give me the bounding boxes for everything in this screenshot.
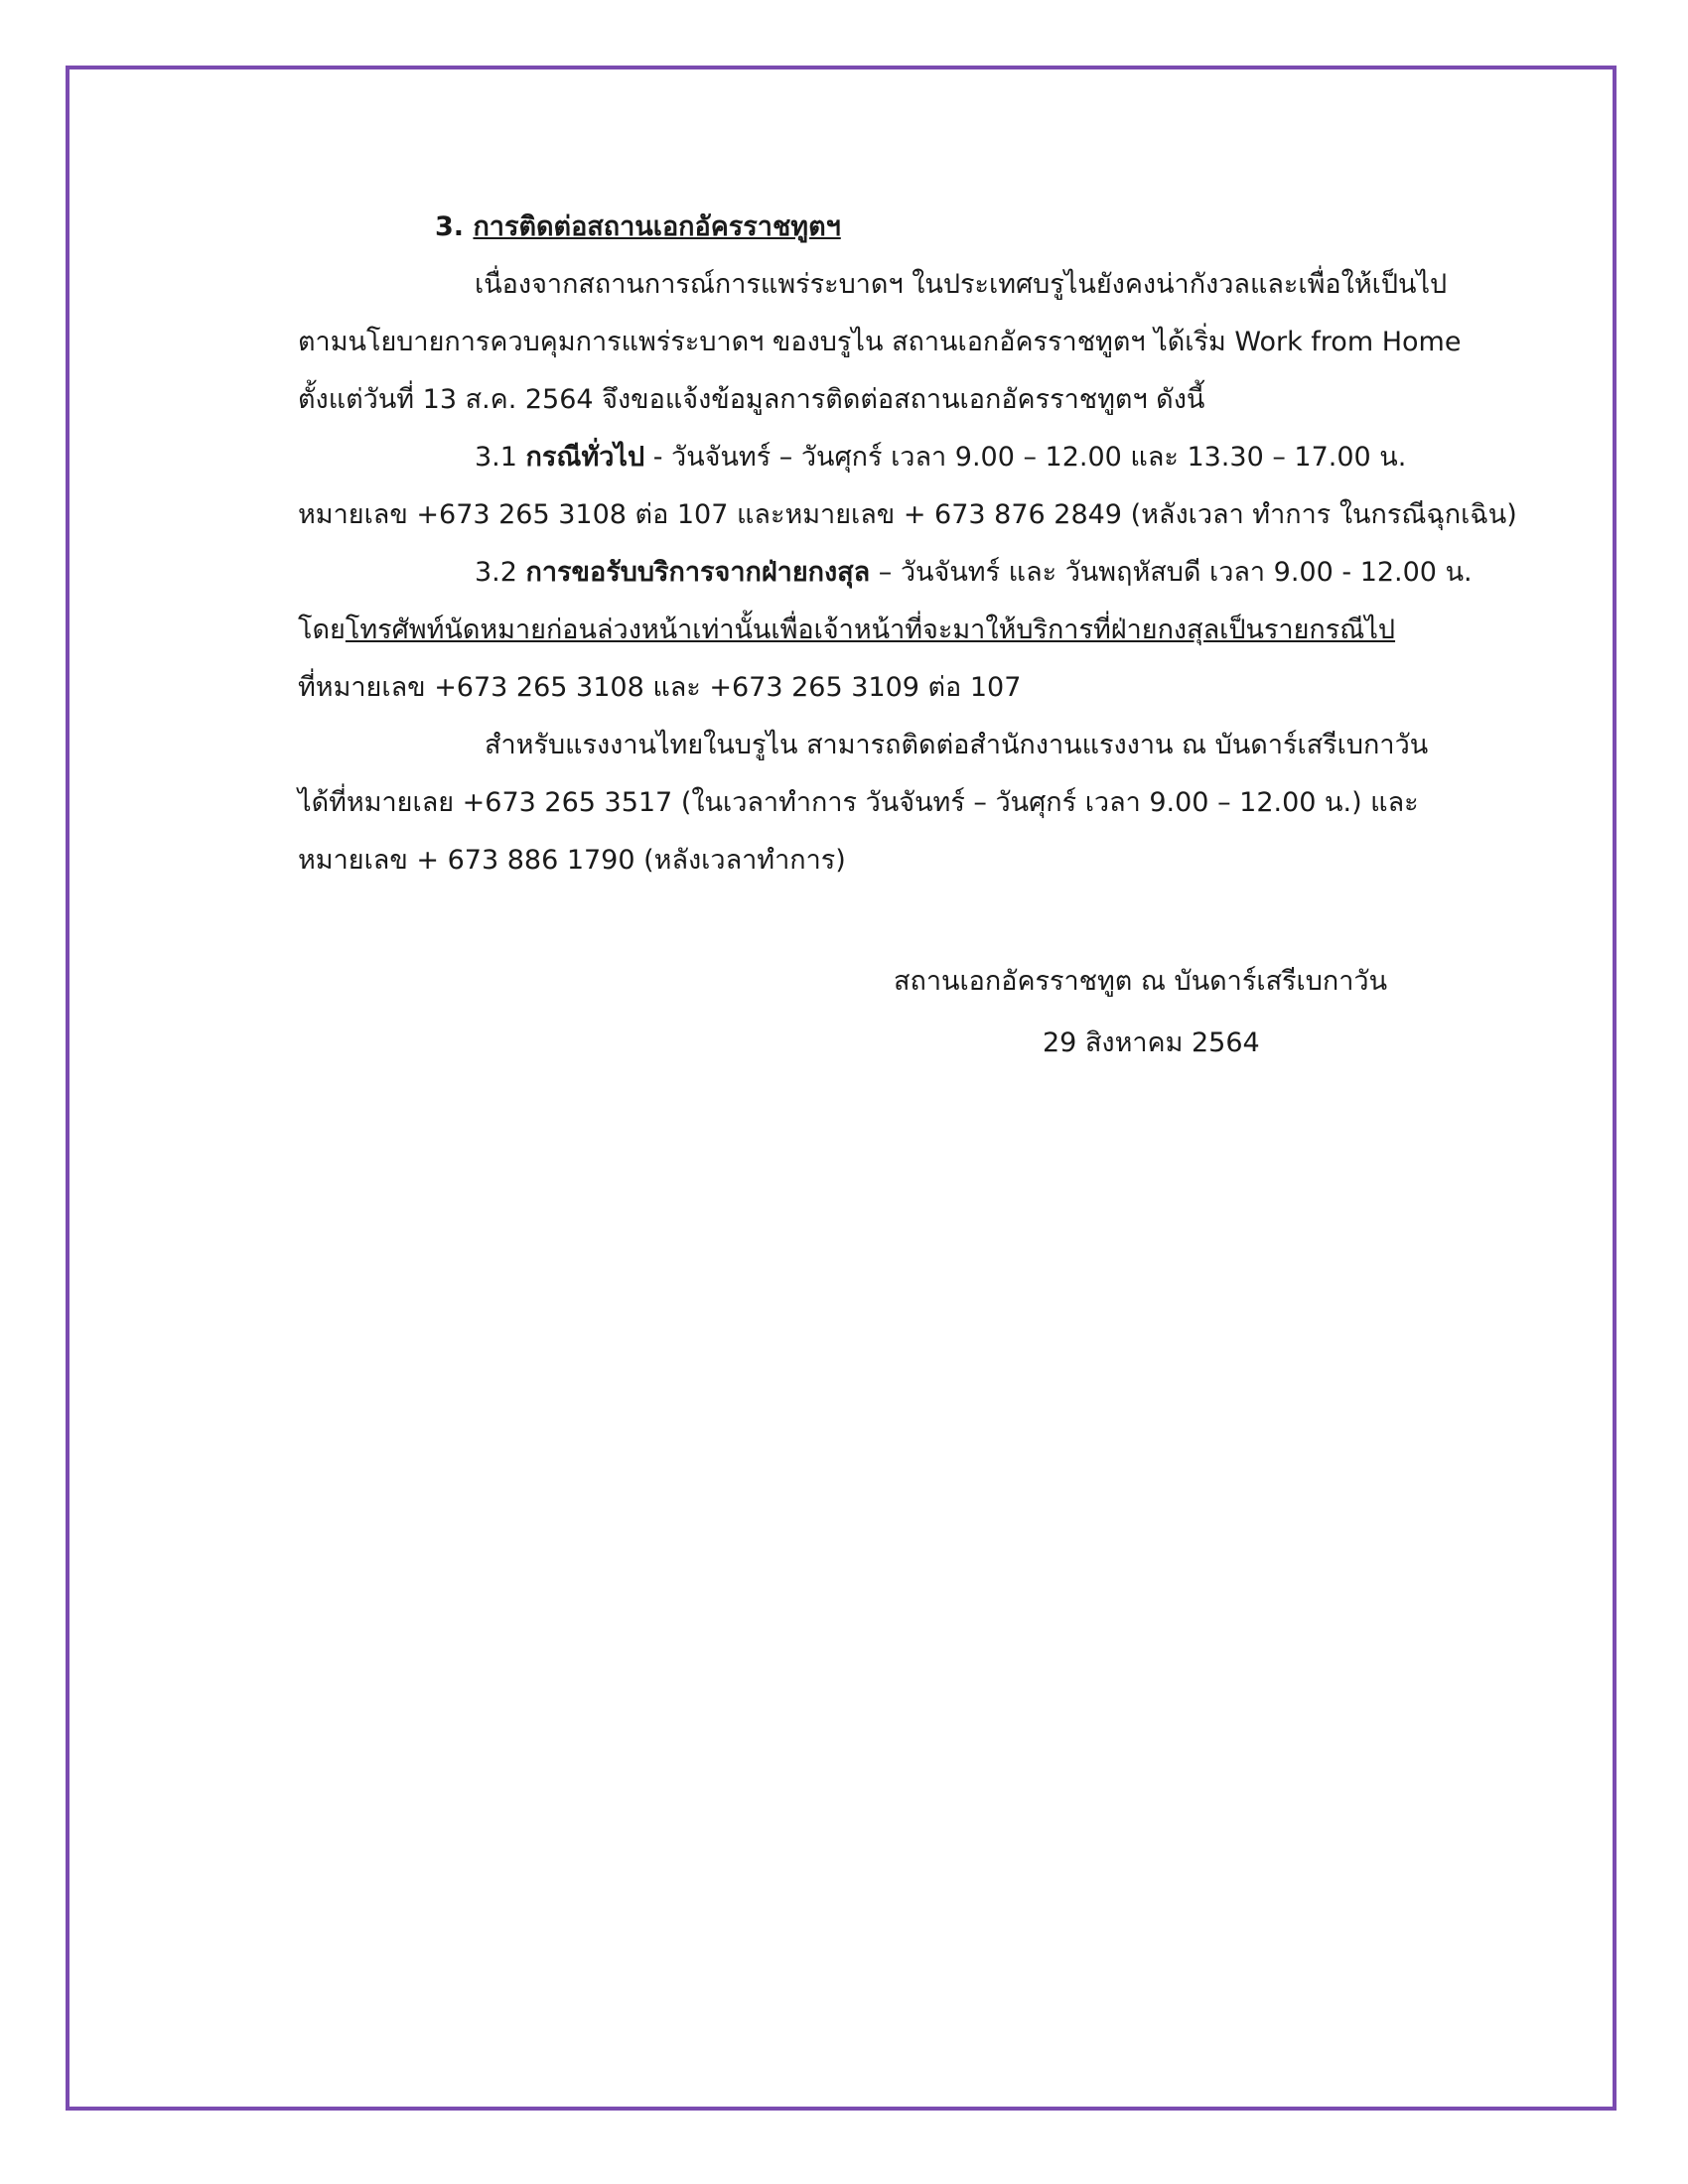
- signature-block: [894, 951, 1390, 1074]
- signature-date: 29 สิงหาคม 2564: [1043, 1027, 1260, 1058]
- item-3-1-title: กรณีทั่วไป: [525, 442, 645, 473]
- section-number: 3.: [435, 211, 465, 242]
- section-heading: [298, 199, 1489, 256]
- document-body: [298, 199, 1517, 889]
- item-3-2-underlined-note: โทรศัพท์นัดหมายก่อนล่วงหน้าเท่านั้นเพื่อเจ้าหน้าที่จะมาให้บริการที่ฝ่ายกงสุลเป็นรายกรณีไป: [345, 614, 1396, 645]
- item-3-1-number: 3.1: [475, 442, 517, 473]
- section-title: การติดต่อสถานเอกอัครราชทูตฯ: [473, 211, 841, 242]
- intro-line-3: ตั้งแต่วันที่ 13 ส.ค. 2564 จึงขอแจ้งข้อมูลการติดต่อสถานเอกอัครราชทูตฯ ดังนี้: [298, 384, 1205, 415]
- intro-line-2: ตามนโยบายการควบคุมการแพร่ระบาดฯ ของบรูไน สถานเอกอัครราชทูตฯ ได้เริ่ม Work from Home: [298, 327, 1462, 357]
- item-3-2-line-2: [298, 602, 1489, 659]
- item-3-2-line-3: ที่หมายเลข +673 265 3108 และ +673 265 3109 ต่อ 107: [298, 672, 1022, 703]
- labor-line-1: สำหรับแรงงานไทยในบรูไน สามารถติดต่อสำนักงานแรงงาน ณ บันดาร์เสรีเบกาวัน: [485, 730, 1429, 760]
- item-3-2-hours: – วันจันทร์ และ วันพฤหัสบดี เวลา 9.00 - 12.00 น.: [870, 557, 1473, 588]
- labor-line-2: ได้ที่หมายเลย +673 265 3517 (ในเวลาทำการ วันจันทร์ – วันศุกร์ เวลา 9.00 – 12.00 น.) และ: [298, 787, 1419, 818]
- labor-line-3: หมายเลข + 673 886 1790 (หลังเวลาทำการ): [298, 845, 846, 876]
- item-3-2-title: การขอรับบริการจากฝ่ายกงสุล: [525, 557, 871, 588]
- item-3-1-line-2: หมายเลข +673 265 3108 ต่อ 107 และหมายเลข + 673 876 2849 (หลังเวลา ทำการ ในกรณีฉุกเฉิน): [298, 499, 1517, 530]
- signature-org: สถานเอกอัครราชทูต ณ บันดาร์เสรีเบกาวัน: [894, 966, 1388, 997]
- intro-line-1: เนื่องจากสถานการณ์การแพร่ระบาดฯ ในประเทศบรูไนยังคงน่ากังวลและเพื่อให้เป็นไป: [475, 269, 1448, 300]
- item-3-1-line-1: [298, 429, 1489, 486]
- item-3-2-line-1: [298, 544, 1489, 602]
- item-3-1-hours: - วันจันทร์ – วันศุกร์ เวลา 9.00 – 12.00 และ 13.30 – 17.00 น.: [644, 442, 1407, 473]
- item-3-2-number: 3.2: [475, 557, 517, 588]
- item-3-2-prefix: โดย: [298, 614, 346, 645]
